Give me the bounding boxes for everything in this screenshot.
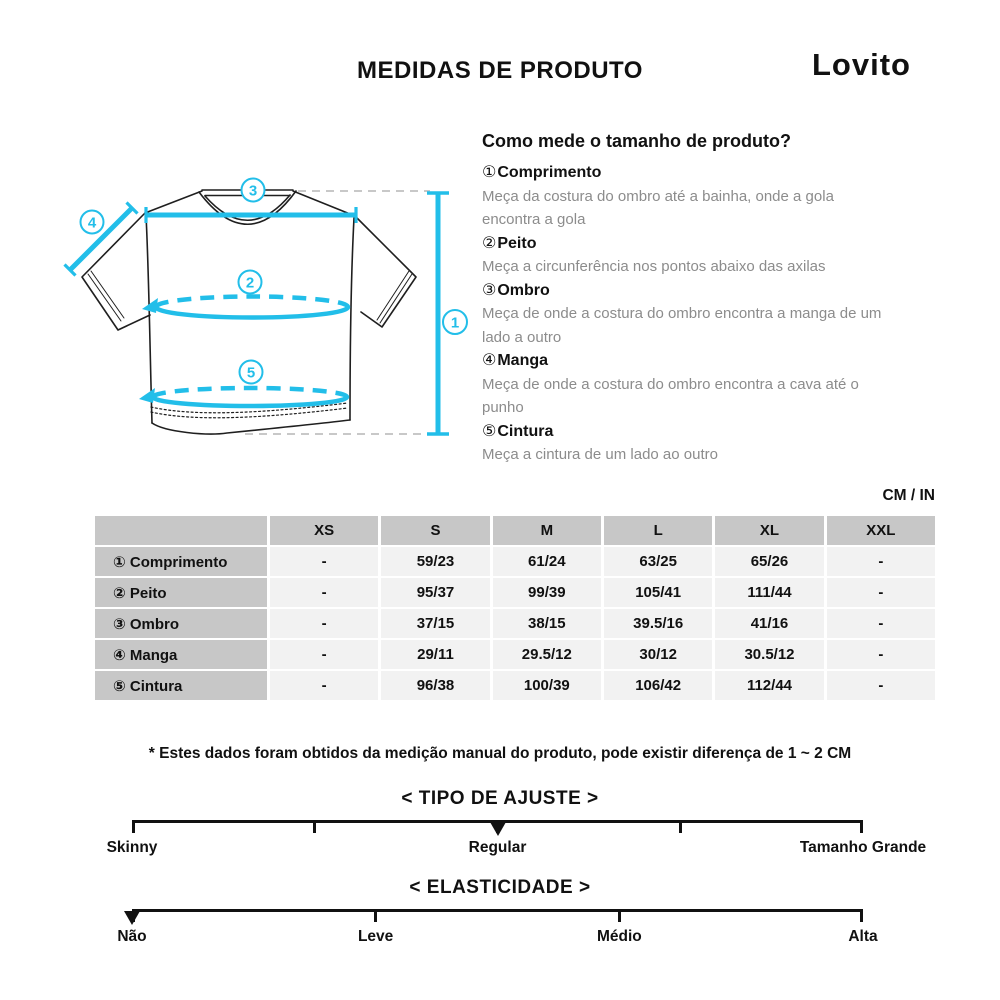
size-cell: 30/12 [604, 640, 712, 669]
size-cell: 112/44 [715, 671, 823, 700]
size-cell: - [270, 547, 378, 576]
callout-comprimento-num: 1 [450, 314, 460, 332]
size-cell: - [827, 609, 935, 638]
callout-cintura-num: 5 [246, 364, 256, 382]
guide-item-label: ②Peito [482, 234, 537, 252]
measuring-guide [482, 131, 938, 467]
scale-tick [860, 820, 863, 833]
guide-item [482, 279, 938, 350]
size-col-header: L [604, 516, 712, 545]
scale-marker [490, 822, 506, 836]
size-col-header: M [493, 516, 601, 545]
guide-item-desc: Meça a circunferência nos pontos abaixo das axilas [482, 258, 826, 275]
size-cell: 96/38 [381, 671, 489, 700]
callout-ombro-num: 3 [248, 182, 258, 200]
guide-item [482, 349, 938, 420]
measure-ellipse-peito [142, 297, 348, 318]
circled-number: ⑤ [482, 422, 497, 440]
guide-item-desc: Meça de onde a costura do ombro encontra a manga de um lado a outro [482, 305, 882, 346]
callout-peito-num: 2 [245, 274, 255, 292]
size-cell: 39.5/16 [604, 609, 712, 638]
guide-item-label: ①Comprimento [482, 164, 602, 181]
scale-tick [860, 909, 863, 922]
scale-label: Skinny [106, 839, 158, 856]
size-cell: 99/39 [493, 578, 601, 607]
size-cell: 59/23 [381, 547, 489, 576]
circled-number: ② [482, 234, 497, 252]
scale-label: Tamanho Grande [799, 839, 927, 856]
size-col-header: XXL [827, 516, 935, 545]
size-cell: 111/44 [715, 578, 823, 607]
guide-heading: Como mede o tamanho de produto? [482, 131, 791, 151]
size-cell: - [270, 671, 378, 700]
size-row-label: ③ Ombro [95, 609, 267, 638]
diagram-callouts [81, 179, 468, 384]
scale-tick [313, 820, 316, 833]
scale-label: Não [117, 928, 147, 945]
guide-item-label: ③Ombro [482, 281, 550, 299]
size-cell: 29/11 [381, 640, 489, 669]
size-col-header: XS [270, 516, 378, 545]
size-row-label: ② Peito [95, 578, 267, 607]
size-cell: 38/15 [493, 609, 601, 638]
tshirt-outline [82, 190, 416, 434]
size-cell: 29.5/12 [493, 640, 601, 669]
size-table [95, 516, 935, 700]
guide-items [482, 161, 938, 467]
size-cell: - [827, 640, 935, 669]
size-cell: 63/25 [604, 547, 712, 576]
size-cell: - [827, 547, 935, 576]
circled-number: ③ [482, 281, 497, 299]
size-cell: 95/37 [381, 578, 489, 607]
guide-item-label: ④Manga [482, 352, 549, 369]
scale-label: Regular [468, 839, 527, 856]
size-row-label: ④ Manga [95, 640, 267, 669]
size-cell: - [827, 671, 935, 700]
scale-marker [124, 911, 140, 925]
footnote: * Estes dados foram obtidos da medição manual do produto, pode existir diferença de 1 ~ 2 CM [148, 744, 852, 762]
table-corner-cell [95, 516, 267, 545]
scale-line [132, 909, 863, 912]
size-cell: 105/41 [604, 578, 712, 607]
guide-item [482, 232, 938, 279]
size-col-header: XL [715, 516, 823, 545]
size-cell: 41/16 [715, 609, 823, 638]
guide-item-desc: Meça de onde a costura do ombro encontra a cava até o punho [482, 375, 859, 416]
scale-tick [679, 820, 682, 833]
units-label: CM / IN [882, 487, 935, 504]
scale-label: Leve [357, 928, 394, 945]
size-cell: - [270, 578, 378, 607]
size-row-label: ① Comprimento [95, 547, 267, 576]
page-title: MEDIDAS DE PRODUTO [357, 57, 643, 84]
measure-ellipse-cintura [139, 388, 347, 406]
size-cell: 61/24 [493, 547, 601, 576]
size-cell: 100/39 [493, 671, 601, 700]
size-cell: - [270, 640, 378, 669]
guide-item [482, 420, 938, 467]
scale-label: Médio [596, 928, 642, 945]
circled-number: ① [482, 164, 497, 181]
scale-tick [618, 909, 621, 922]
elasticity-scale [0, 909, 1000, 969]
size-row-label: ⑤ Cintura [95, 671, 267, 700]
size-cell: 65/26 [715, 547, 823, 576]
size-cell: 37/15 [381, 609, 489, 638]
guide-item-label: ⑤Cintura [482, 422, 554, 440]
scale-tick [132, 820, 135, 833]
elasticity-scale-title: < ELASTICIDADE > [409, 877, 591, 898]
guide-item-desc: Meça da costura do ombro até a bainha, onde a gola encontra a gola [482, 187, 834, 228]
tshirt-diagram [55, 145, 480, 465]
size-cell: 106/42 [604, 671, 712, 700]
size-col-header: S [381, 516, 489, 545]
scale-label: Alta [848, 928, 878, 945]
fit-scale-title: < TIPO DE AJUSTE > [401, 788, 599, 809]
callout-manga-num: 4 [87, 214, 97, 232]
brand-logo: Lovito [812, 47, 911, 82]
size-cell: 30.5/12 [715, 640, 823, 669]
circled-number: ④ [482, 352, 497, 369]
size-cell: - [827, 578, 935, 607]
guide-item [482, 161, 938, 232]
size-cell: - [270, 609, 378, 638]
guide-item-desc: Meça a cintura de um lado ao outro [482, 446, 718, 463]
fit-scale [0, 820, 1000, 880]
scale-tick [374, 909, 377, 922]
